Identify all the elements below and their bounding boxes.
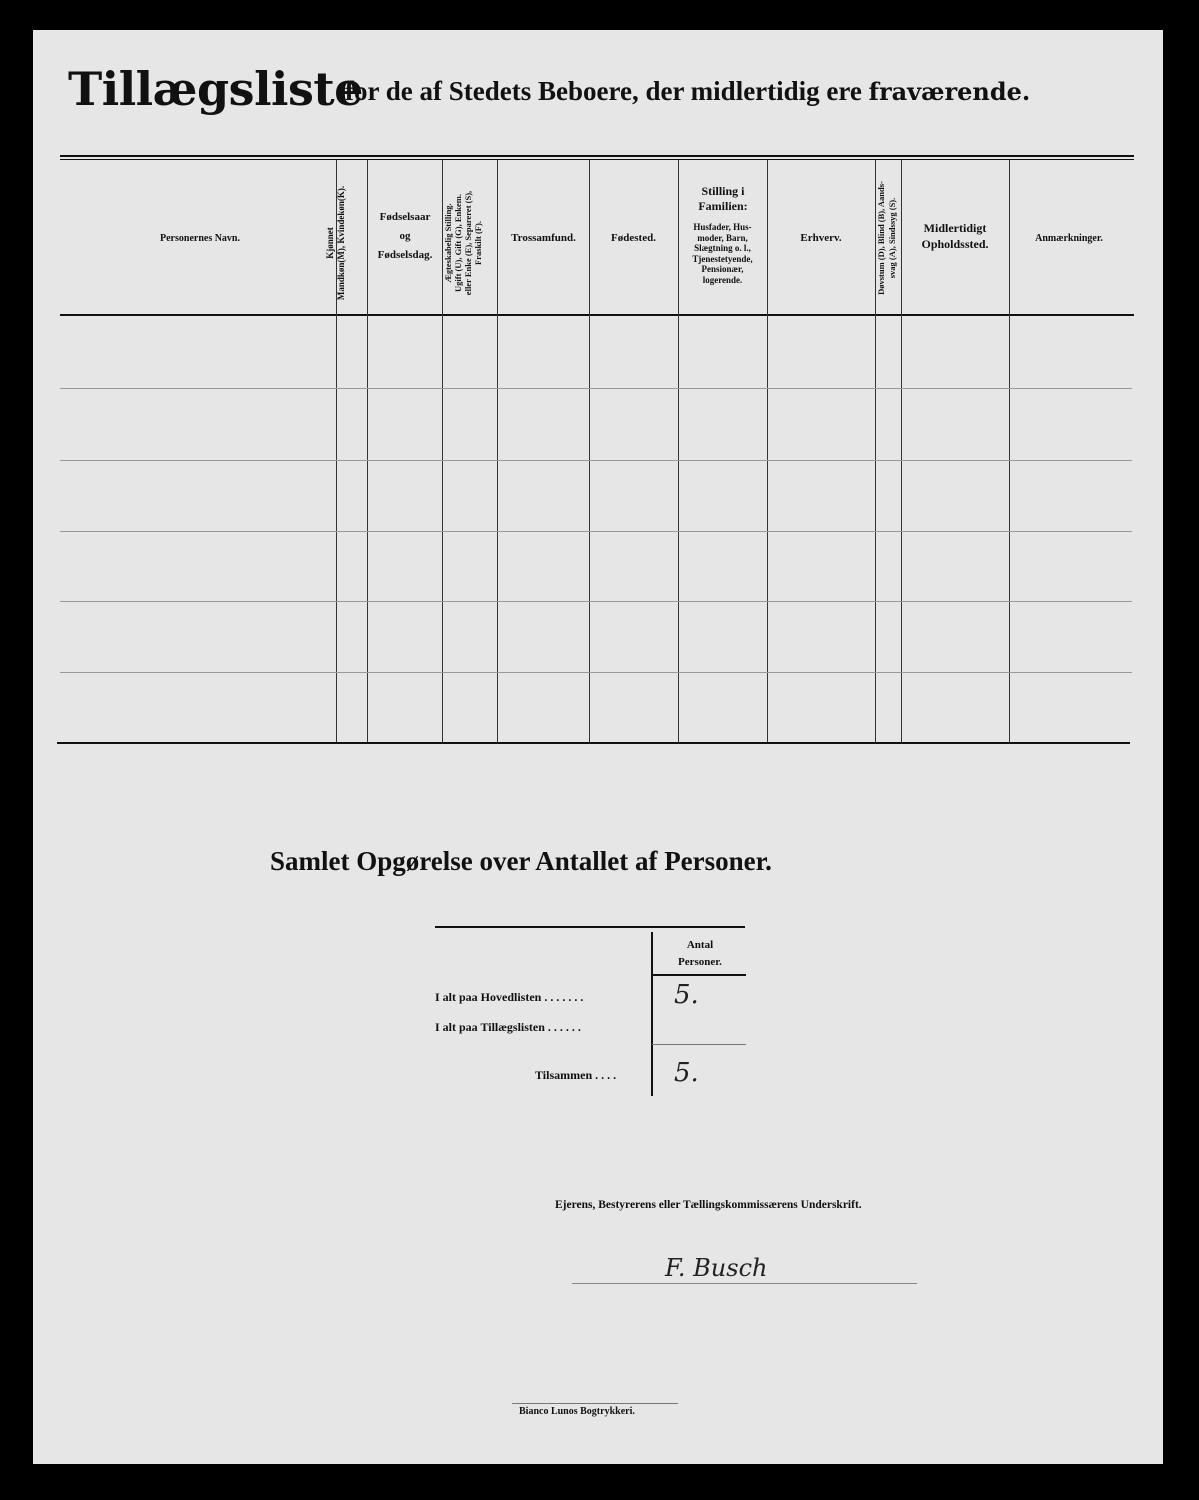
summary-top-rule [435,926,745,928]
summary-row-hovedlisten: I alt paa Hovedlisten . . . . . . . [435,990,584,1004]
row-line [60,672,1132,673]
row-line [60,460,1132,461]
header-erhverv: Erhverv. [800,232,842,244]
row-line [60,531,1132,532]
header-kjonn: Kjønnet Mandkøn(M), Kvindekøn(K). [325,185,346,301]
header-navn: Personernes Navn. [160,233,240,244]
signature: F. Busch [665,1254,768,1282]
summary-title: Samlet Opgørelse over Antallet af Personer. [270,846,772,876]
header-stilling-detail: Husfader, Hus- moder, Barn, Slægtning o. l., Tjenestetyende, Pensionær, logerende. [692,222,753,285]
table-top-rule-thin [60,159,1134,160]
summary-col-header: Antal Personer. [678,939,722,968]
signature-line [572,1283,917,1284]
subtitle-bold: fraværende. [868,77,1031,106]
header-tro: Trossamfund. [511,232,576,244]
summary-row-tilsammen: Tilsammen . . . . [535,1068,617,1082]
table-top-rule [60,155,1134,157]
header-dov: Døvstum (D), Blind (B), Aands- svag (A), Sindssyg (S). [876,181,897,295]
subtitle-plain: for de af Stedets Beboere, der midlertidig ere [345,76,869,106]
summary-header-rule [652,974,746,976]
summary-row-tillaegslisten: I alt paa Tillægslisten . . . . . . [435,1020,581,1034]
row-line [60,388,1132,389]
signature-caption: Ejerens, Bestyrerens eller Tællingskommissærens Underskrift. [555,1199,862,1211]
printer-top-rule [512,1403,678,1404]
header-opholdssted: Midlertidigt Opholdssted. [921,221,989,251]
header-fodsel: Fødselsaar og Fødselsdag. [377,211,433,261]
table-header-rule [60,314,1134,316]
row-line [60,601,1132,602]
summary-sum-rule [652,1044,746,1045]
summary-value-tilsammen: 5. [674,1058,699,1088]
header-anmerkninger: Anmærkninger. [1035,233,1103,244]
form-subtitle [345,76,1030,107]
summary-col-divider [651,932,653,1096]
header-egteskab: Ægteskabelig Stilling. Ugift (U), Gift (G), Enkem. eller Enke (E), Separeret (S), Fraskilt (F). [443,190,483,296]
col-divider [497,160,498,742]
col-divider [589,160,590,742]
col-divider [1009,160,1010,742]
form-title: Tillægsliste [68,62,363,116]
col-divider [767,160,768,742]
printer-imprint: Bianco Lunos Bogtrykkeri. [519,1406,635,1417]
summary-value-hovedlisten: 5. [674,980,699,1010]
header-stilling: Stilling i Familien: [698,184,748,213]
table-bottom-rule [57,742,1130,744]
header-fodested: Fødested. [611,232,656,244]
